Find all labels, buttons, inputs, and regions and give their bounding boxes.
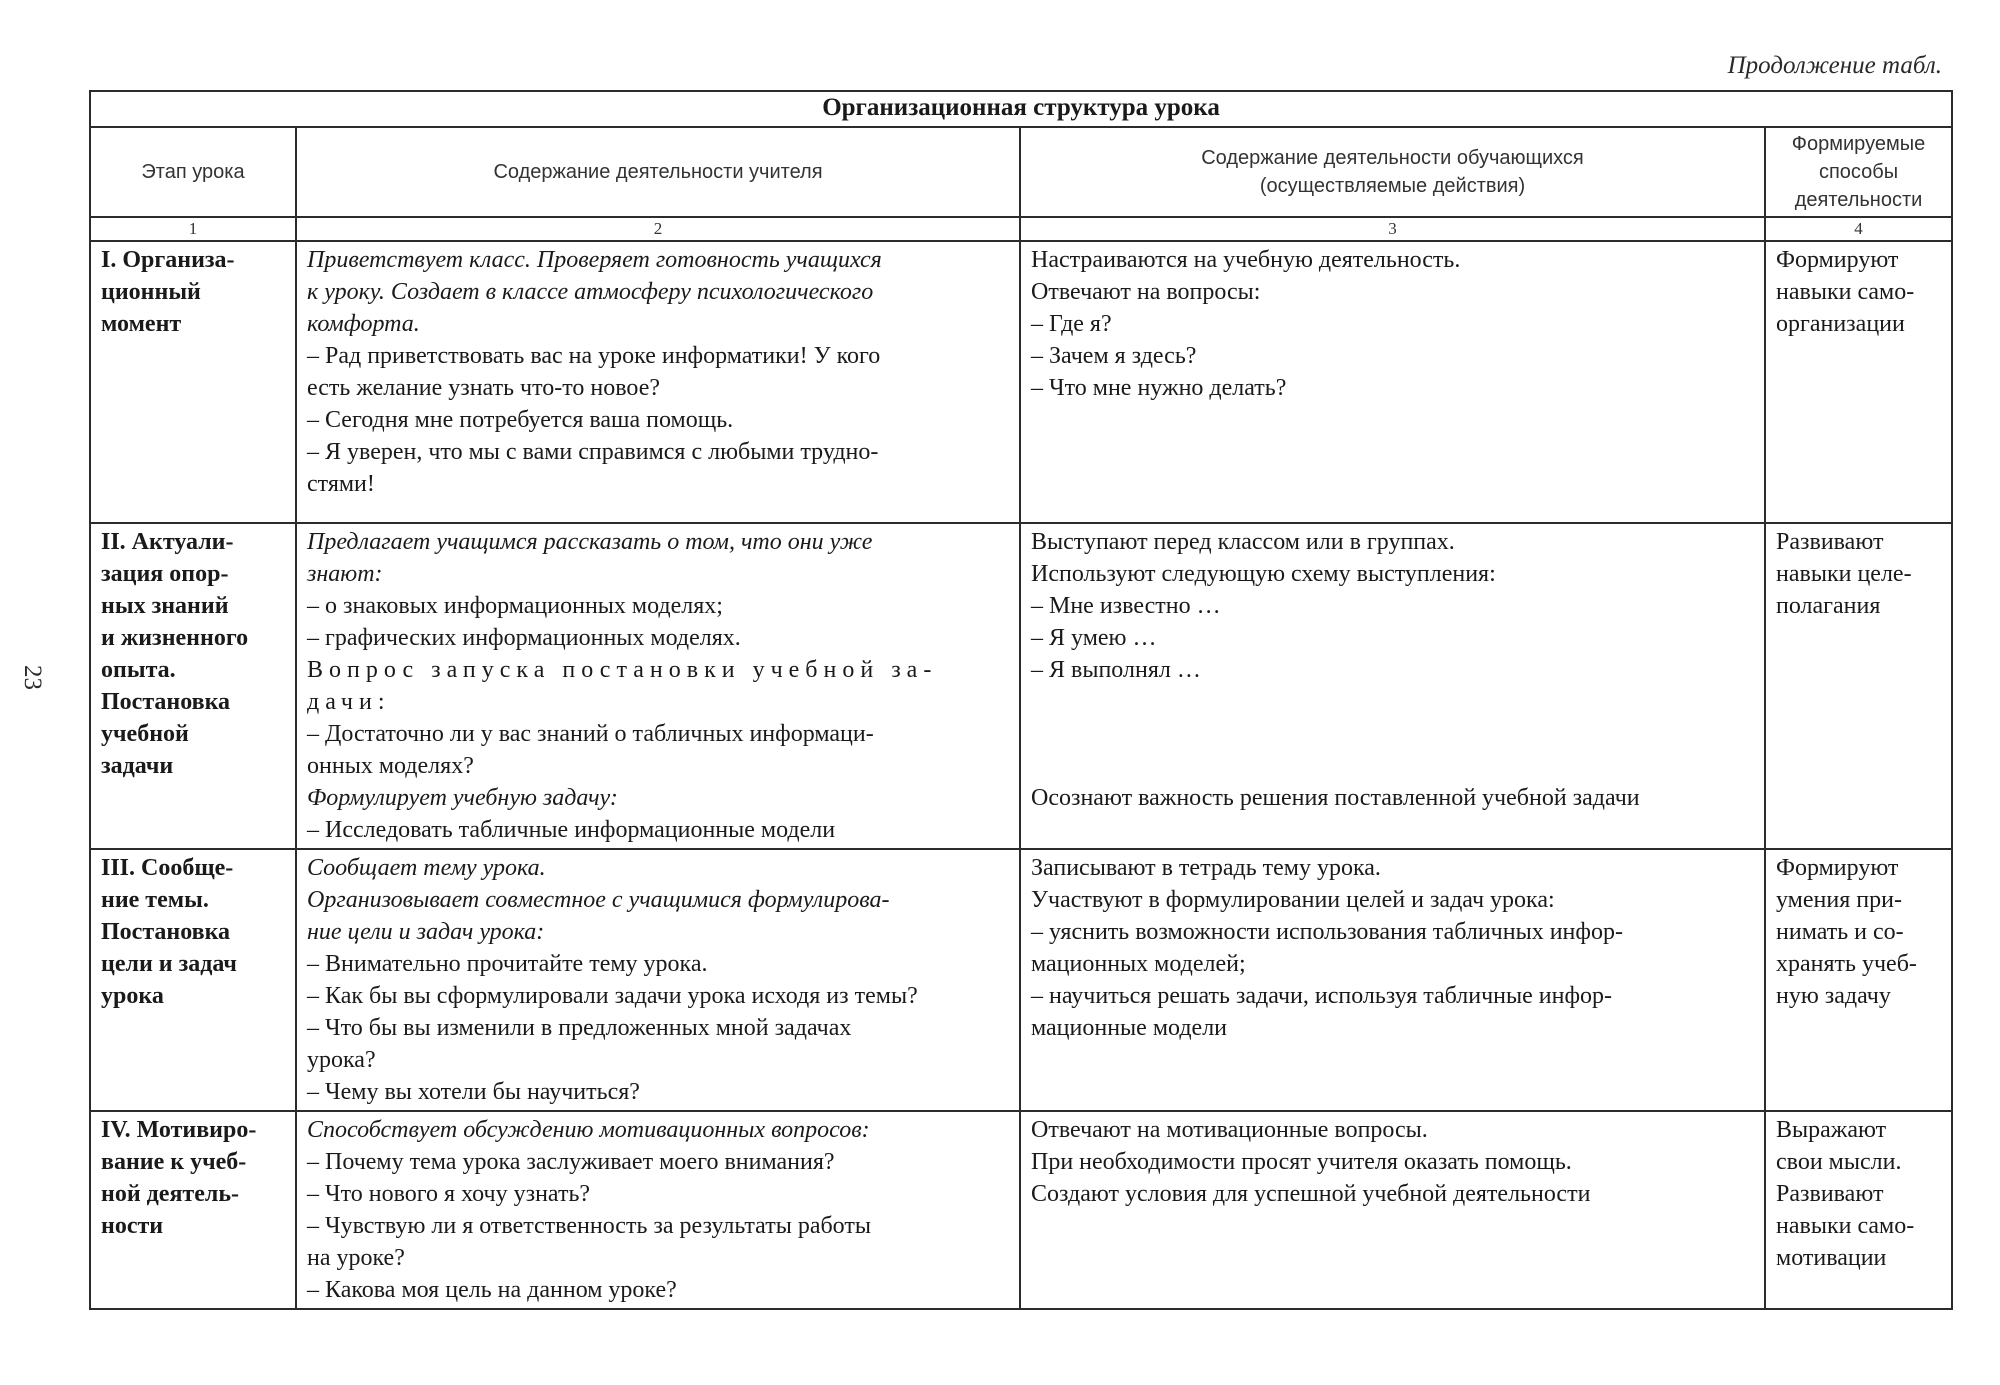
students-line: Записывают в тетрадь тему урока.	[1031, 855, 1381, 881]
skills-cell	[1765, 1111, 1952, 1309]
header-row	[90, 127, 1952, 217]
stage-line: ных знаний	[101, 593, 229, 619]
skills-line: умения при-	[1776, 887, 1902, 913]
stage-line: и жизненного	[101, 625, 249, 651]
skills-line: навыки само-	[1776, 1213, 1915, 1239]
students-line: Используют следующую схему выступления:	[1031, 561, 1496, 587]
teacher-line: – Почему тема урока заслуживает моего внимания?	[307, 1149, 835, 1175]
teacher-line: знают:	[307, 561, 383, 587]
table-title-row	[90, 91, 1952, 127]
teacher-line: – Чувствую ли я ответственность за результаты работы	[307, 1213, 871, 1239]
stage-cell	[90, 1111, 296, 1309]
teacher-line: Приветствует класс. Проверяет готовность учащихся	[307, 247, 882, 273]
header-line: (осуществляемые действия)	[1259, 175, 1526, 197]
teacher-cell	[296, 1111, 1020, 1309]
stage-line: момент	[101, 311, 182, 337]
students-line: – Где я?	[1031, 311, 1112, 337]
stage-line: учебной	[101, 721, 189, 747]
students-cell	[1020, 1111, 1765, 1309]
table-title: Организационная структура урока	[90, 91, 1952, 127]
teacher-line: ние цели и задач урока:	[307, 919, 545, 945]
teacher-cell	[296, 523, 1020, 849]
teacher-line: стями!	[307, 471, 375, 497]
students-line: – Что мне нужно делать?	[1031, 375, 1287, 401]
teacher-line: – Чему вы хотели бы научиться?	[307, 1079, 640, 1105]
students-line: При необходимости просят учителя оказать помощь.	[1031, 1149, 1572, 1175]
teacher-line: урока?	[307, 1047, 376, 1073]
students-line: мационные модели	[1031, 1015, 1228, 1041]
students-line: мационных моделей;	[1031, 951, 1246, 977]
table-continuation-label: Продолжение табл.	[1727, 52, 1942, 79]
stage-line: ной деятель-	[101, 1181, 240, 1207]
lesson-structure-table	[89, 90, 1953, 1310]
teacher-line: – Исследовать табличные информационные модели	[307, 817, 836, 843]
stage-cell	[90, 849, 296, 1111]
stage-line: ности	[101, 1213, 164, 1239]
header-line: Содержание деятельности учителя	[493, 161, 823, 183]
teacher-cell	[296, 849, 1020, 1111]
page-number: 23	[19, 665, 46, 690]
stage-line: зация опор-	[101, 561, 229, 587]
skills-line: свои мысли.	[1776, 1149, 1902, 1175]
column-number: 2	[296, 217, 1020, 241]
skills-cell	[1765, 523, 1952, 849]
column-number: 3	[1020, 217, 1765, 241]
teacher-line: – Достаточно ли у вас знаний о табличных информаци-	[307, 721, 874, 747]
stage-line: I. Организа-	[101, 247, 235, 273]
students-line: – Я выполнял …	[1031, 657, 1201, 683]
stage-line: ционный	[101, 279, 201, 305]
teacher-line: – Я уверен, что мы с вами справимся с любыми трудно-	[307, 439, 879, 465]
teacher-line: Формулирует учебную задачу:	[307, 785, 618, 811]
stage-line: опыта.	[101, 657, 176, 683]
stage-line: урока	[101, 983, 164, 1009]
students-line: – Мне известно …	[1031, 593, 1221, 619]
teacher-line: онных моделях?	[307, 753, 474, 779]
teacher-line: – Какова моя цель на данном уроке?	[307, 1277, 677, 1303]
students-line: Настраиваются на учебную деятельность.	[1031, 247, 1461, 273]
table-row	[90, 849, 1952, 1111]
stage-line: Постановка	[101, 919, 231, 945]
spacer	[1031, 686, 1754, 782]
students-line: – научиться решать задачи, используя табличные инфор-	[1031, 983, 1613, 1009]
teacher-line: к уроку. Создает в классе атмосферу психологического	[307, 279, 874, 305]
skills-line: Формируют	[1776, 855, 1899, 881]
skills-line: навыки само-	[1776, 279, 1915, 305]
table-row	[90, 523, 1952, 849]
skills-cell	[1765, 241, 1952, 523]
stage-line: задачи	[101, 753, 174, 779]
teacher-line: на уроке?	[307, 1245, 405, 1271]
teacher-line: – Внимательно прочитайте тему урока.	[307, 951, 708, 977]
stage-line: IV. Мотивиро-	[101, 1117, 257, 1143]
skills-line: организации	[1776, 311, 1905, 337]
teacher-line: Предлагает учащимся рассказать о том, что они уже	[307, 529, 873, 555]
table-row	[90, 1111, 1952, 1309]
teacher-line: Вопрос запуска постановки учебной за-	[307, 657, 938, 683]
skills-line: полагания	[1776, 593, 1881, 619]
skills-line: Выражают	[1776, 1117, 1887, 1143]
students-line: Участвуют в формулировании целей и задач урока:	[1031, 887, 1555, 913]
header-line: деятельности	[1794, 189, 1923, 211]
header-students	[1020, 127, 1765, 217]
teacher-line: есть желание узнать что-то новое?	[307, 375, 661, 401]
teacher-line: комфорта.	[307, 311, 420, 337]
students-line: Осознают важность решения поставленной учебной задачи	[1031, 785, 1640, 811]
stage-cell	[90, 241, 296, 523]
students-line: Отвечают на вопросы:	[1031, 279, 1261, 305]
teacher-line: Организовывает совместное с учащимися формулирова-	[307, 887, 890, 913]
students-line: – уяснить возможности использования табличных инфор-	[1031, 919, 1623, 945]
skills-line: навыки целе-	[1776, 561, 1912, 587]
stage-cell	[90, 523, 296, 849]
stage-line: вание к учеб-	[101, 1149, 247, 1175]
teacher-line: дачи:	[307, 689, 391, 715]
header-skills	[1765, 127, 1952, 217]
skills-line: хранять учеб-	[1776, 951, 1917, 977]
teacher-line: – Рад приветствовать вас на уроке информатики! У кого	[307, 343, 881, 369]
header-line: Формируемые	[1791, 133, 1926, 155]
students-line: Выступают перед классом или в группах.	[1031, 529, 1455, 555]
stage-line: ние темы.	[101, 887, 209, 913]
students-line: Создают условия для успешной учебной деятельности	[1031, 1181, 1591, 1207]
students-cell	[1020, 523, 1765, 849]
header-line: способы	[1818, 161, 1899, 183]
skills-line: Развивают	[1776, 529, 1884, 555]
header-stage	[90, 127, 296, 217]
header-teacher	[296, 127, 1020, 217]
teacher-cell	[296, 241, 1020, 523]
header-line: Содержание деятельности обучающихся	[1201, 147, 1584, 169]
teacher-line: – Как бы вы сформулировали задачи урока исходя из темы?	[307, 983, 918, 1009]
skills-line: ную задачу	[1776, 983, 1891, 1009]
skills-line: Развивают	[1776, 1181, 1884, 1207]
stage-line: цели и задач	[101, 951, 237, 977]
teacher-line: – Сегодня мне потребуется ваша помощь.	[307, 407, 734, 433]
teacher-line: Способствует обсуждению мотивационных вопросов:	[307, 1117, 870, 1143]
table-row	[90, 241, 1952, 523]
column-number-row	[90, 217, 1952, 241]
teacher-line: Сообщает тему урока.	[307, 855, 546, 881]
header-line: Этап урока	[141, 161, 245, 183]
stage-line: II. Актуали-	[101, 529, 234, 555]
column-number: 1	[90, 217, 296, 241]
teacher-line: – Что нового я хочу узнать?	[307, 1181, 591, 1207]
stage-line: III. Сообще-	[101, 855, 234, 881]
teacher-line: – Что бы вы изменили в предложенных мной задачах	[307, 1015, 852, 1041]
students-line: – Я умею …	[1031, 625, 1157, 651]
students-cell	[1020, 241, 1765, 523]
skills-cell	[1765, 849, 1952, 1111]
skills-line: Формируют	[1776, 247, 1899, 273]
students-cell	[1020, 849, 1765, 1111]
skills-line: нимать и со-	[1776, 919, 1904, 945]
teacher-line: – о знаковых информационных моделях;	[307, 593, 723, 619]
students-line: Отвечают на мотивационные вопросы.	[1031, 1117, 1428, 1143]
skills-line: мотивации	[1776, 1245, 1887, 1271]
students-line: – Зачем я здесь?	[1031, 343, 1197, 369]
stage-line: Постановка	[101, 689, 231, 715]
teacher-line: – графических информационных моделях.	[307, 625, 741, 651]
column-number: 4	[1765, 217, 1952, 241]
